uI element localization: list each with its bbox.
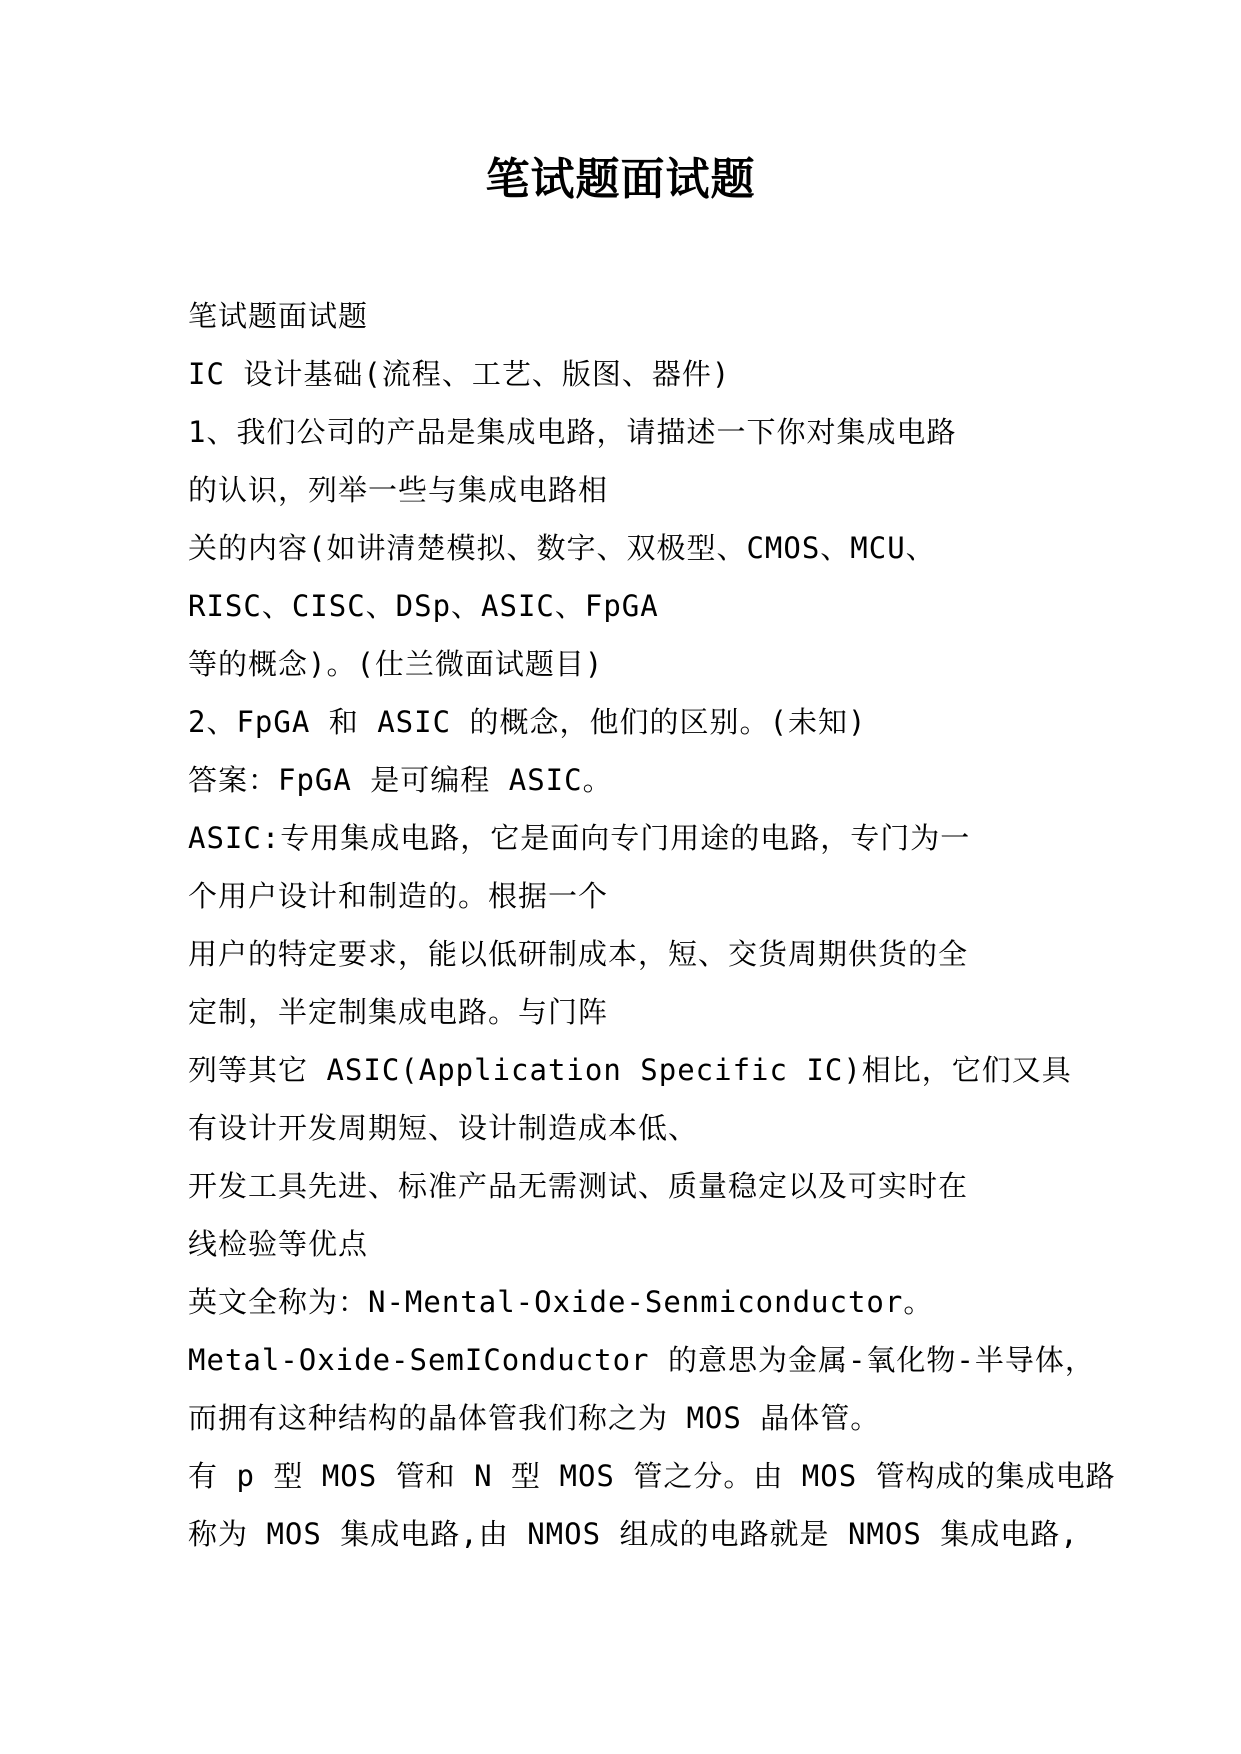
text-line: ASIC:专用集成电路，它是面向专门用途的电路，专门为一 xyxy=(188,821,971,855)
text-line: 1、我们公司的产品是集成电路，请描述一下你对集成电路 xyxy=(188,415,957,449)
text-line: 用户的特定要求，能以低研制成本，短、交货周期供货的全 xyxy=(188,937,969,971)
text-line: Metal-Oxide-SemIConductor 的意思为金属-氧化物-半导体， xyxy=(188,1343,1095,1377)
text-line: 关的内容(如讲清楚模拟、数字、双极型、CMOS、MCU、 xyxy=(188,531,936,565)
document-title: 笔试题面试题 xyxy=(485,154,756,205)
text-line: 2、FpGA 和 ASIC 的概念，他们的区别。(未知) xyxy=(188,705,867,739)
text-line: 开发工具先进、标准产品无需测试、质量稳定以及可实时在 xyxy=(188,1169,969,1203)
text-line: 列等其它 ASIC(Application Specific IC)相比，它们又具 xyxy=(188,1053,1072,1087)
text-line: 个用户设计和制造的。根据一个 xyxy=(188,879,609,913)
text-line: IC 设计基础(流程、工艺、版图、器件) xyxy=(188,357,731,391)
text-line: 答案：FpGA 是可编程 ASIC。 xyxy=(188,763,613,797)
text-line: RISC、CISC、DSp、ASIC、FpGA xyxy=(188,589,659,623)
text-line: 称为 MOS 集成电路,由 NMOS 组成的电路就是 NMOS 集成电路, xyxy=(188,1517,1079,1551)
text-line: 笔试题面试题 xyxy=(188,299,369,333)
text-line: 的认识，列举一些与集成电路相 xyxy=(188,473,609,507)
text-line: 英文全称为：N-Mental-Oxide-Senmiconductor。 xyxy=(188,1285,934,1319)
text-line: 等的概念)。(仕兰微面试题目) xyxy=(188,647,604,681)
text-line: 有设计开发周期短、设计制造成本低、 xyxy=(188,1111,699,1145)
text-line: 线检验等优点 xyxy=(188,1227,369,1261)
document-body xyxy=(188,287,1116,1563)
text-line: 而拥有这种结构的晶体管我们称之为 MOS 晶体管。 xyxy=(188,1401,881,1435)
text-line: 定制，半定制集成电路。与门阵 xyxy=(188,995,609,1029)
text-line: 有 p 型 MOS 管和 N 型 MOS 管之分。由 MOS 管构成的集成电路 xyxy=(188,1459,1116,1493)
